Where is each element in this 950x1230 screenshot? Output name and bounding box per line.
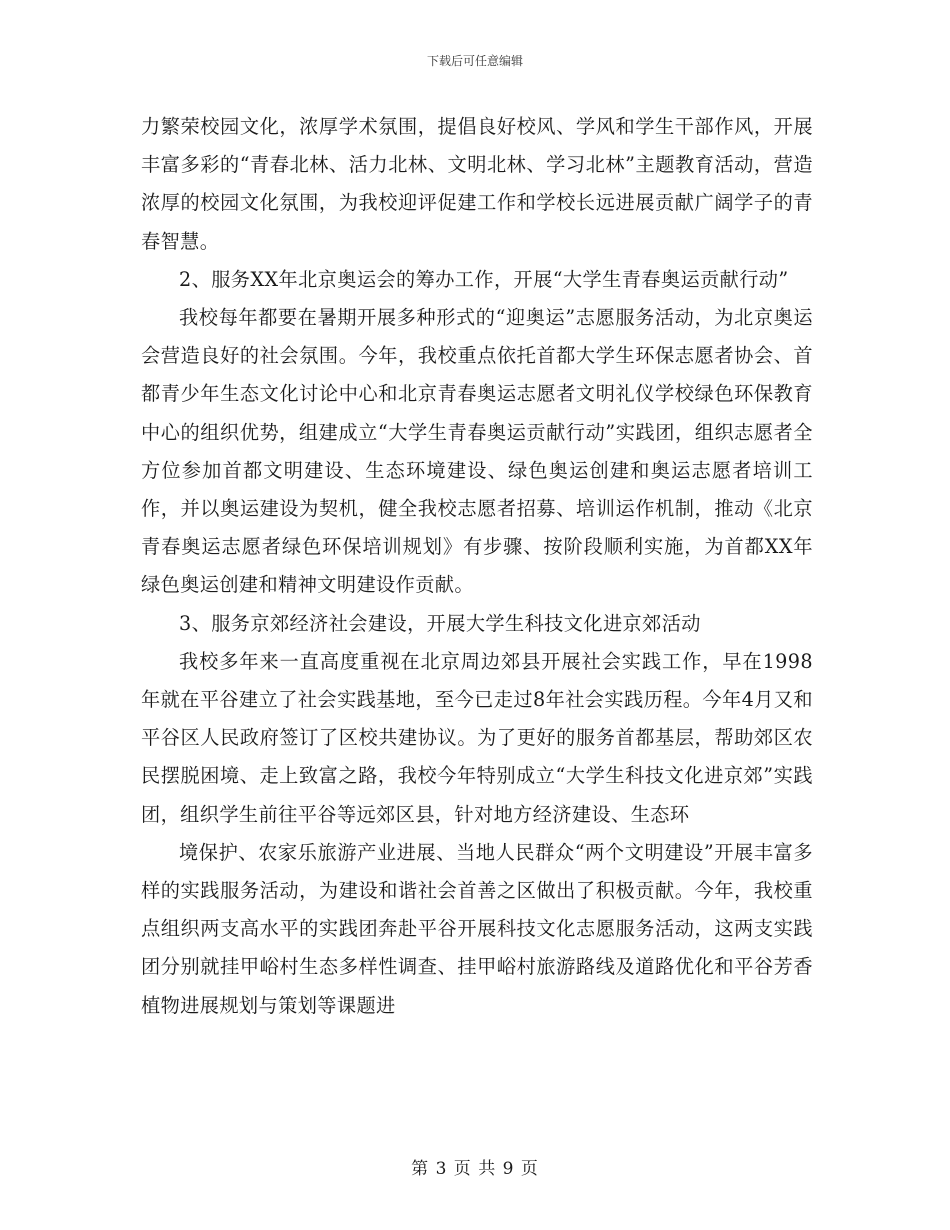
paragraph-5: 我校多年来一直高度重视在北京周边郊县开展社会实践工作，早在1998年就在平谷建立了社会实践基地，至今已走过8年社会实践历程。今年4月又和平谷区人民政府签订了区校共建协议。为了更好的服务首都基层，帮助郊区农民摆脱困境、走上致富之路，我校今年特别成立“大学生科技文化进京郊”实践团，组织学生前往平谷等远郊区县，针对地方经济建设、生态环 <box>141 649 813 826</box>
paragraph-1: 力繁荣校园文化，浓厚学术氛围，提倡良好校风、学风和学生干部作风，开展丰富多彩的“青春北林、活力北林、文明北林、学习北林”主题教育活动，营造浓厚的校园文化氛围，为我校迎评促建工作和学校长远进展贡献广阔学子的青春智慧。 <box>141 115 813 253</box>
paragraph-3: 我校每年都要在暑期开展多种形式的“迎奥运”志愿服务活动，为北京奥运会营造良好的社会氛围。今年，我校重点依托首都大学生环保志愿者协会、首都青少年生态文化讨论中心和北京青春奥运志愿者文明礼仪学校绿色环保教育中心的组织优势，组建成立“大学生青春奥运贡献行动”实践团，组织志愿者全方位参加首都文明建设、生态环境建设、绿色奥运创建和奥运志愿者培训工作，并以奥运建设为契机，健全我校志愿者招募、培训运作机制，推动《北京青春奥运志愿者绿色环保培训规划》有步骤、按阶段顺利实施，为首都XX年绿色奥运创建和精神文明建设作贡献。 <box>141 306 813 597</box>
paragraph-2-heading: 2、服务XX年北京奥运会的筹办工作，开展“大学生青春奥运贡献行动” <box>179 267 789 291</box>
body-text <box>141 108 813 1025</box>
page-number: 第 3 页 共 9 页 <box>411 1159 539 1179</box>
paragraph-4-heading: 3、服务京郊经济社会建设，开展大学生科技文化进京郊活动 <box>179 611 701 635</box>
paragraph-6: 境保护、农家乐旅游产业进展、当地人民群众“两个文明建设”开展丰富多样的实践服务活动，为建设和谐社会首善之区做出了积极贡献。今年，我校重点组织两支高水平的实践团奔赴平谷开展科技文化志愿服务活动，这两支实践团分别就挂甲峪村生态多样性调查、挂甲峪村旅游路线及道路优化和平谷芳香植物进展规划与策划等课题进 <box>141 840 813 1017</box>
page-header: 下载后可任意编辑 <box>426 54 523 68</box>
